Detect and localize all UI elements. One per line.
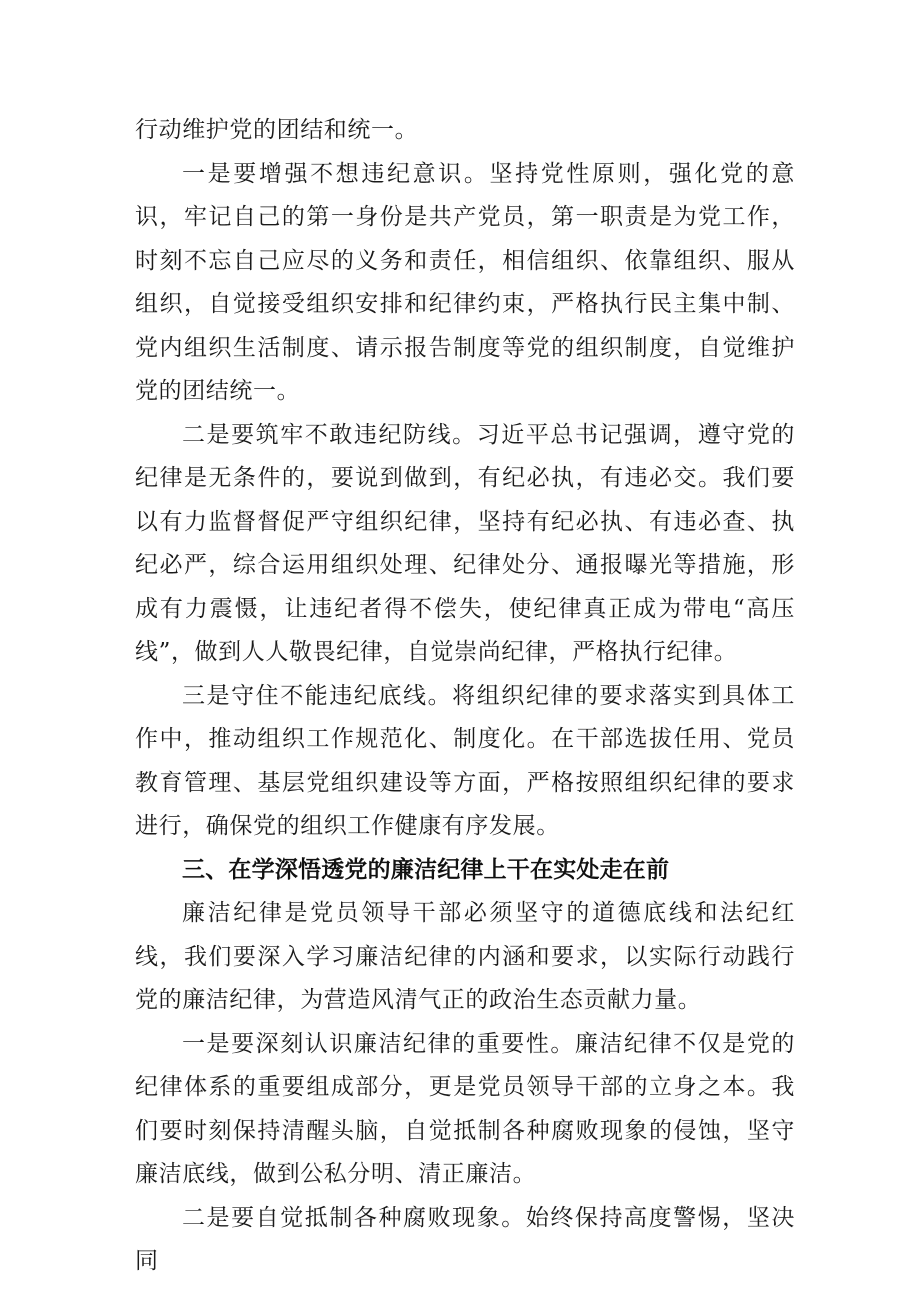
document-body (135, 109, 795, 1284)
section-heading: 三、在学深悟透党的廉洁纪律上干在实处走在前 (182, 856, 670, 883)
paragraph-awareness: 一是要增强不想违纪意识。坚持党性原则，强化党的意识，牢记自己的第一身份是共产党员，第一职责是为党工作，时刻不忘自己应尽的义务和责任，相信组织、依靠组织、服从组织，自觉接受组织安排和纪律约束，严格执行民主集中制、党内组织生活制度、请示报告制度等党的组织制度，自觉维护党的团结统一。 (135, 160, 795, 404)
paragraph-integrity-importance: 一是要深刻认识廉洁纪律的重要性。廉洁纪律不仅是党的纪律体系的重要组成部分，更是党员领导干部的立身之本。我们要时刻保持清醒头脑，自觉抵制各种腐败现象的侵蚀，坚守廉洁底线，做到公私分明、清正廉洁。 (135, 1030, 795, 1187)
paragraph-bottom-line: 三是守住不能违纪底线。将组织纪律的要求落实到具体工作中，推动组织工作规范化、制度化。在干部选拔任用、党员教育管理、基层党组织建设等方面，严格按照组织纪律的要求进行，确保党的组织工作健康有序发展。 (135, 682, 795, 839)
paragraph-defense-line: 二是要筑牢不敢违纪防线。习近平总书记强调，遵守党的纪律是无条件的，要说到做到，有纪必执，有违必交。我们要以有力监督督促严守组织纪律，坚持有纪必执、有违必查、执纪必严，综合运用组织处理、纪律处分、通报曝光等措施，形成有力震慑，让违纪者得不偿失，使纪律真正成为带电“高压线”，做到人人敬畏纪律，自觉崇尚纪律，严格执行纪律。 (135, 421, 795, 665)
paragraph-integrity-intro: 廉洁纪律是党员领导干部必须坚守的道德底线和法纪红线，我们要深入学习廉洁纪律的内涵和要求，以实际行动践行党的廉洁纪律，为营造风清气正的政治生态贡献力量。 (135, 900, 795, 1013)
paragraph-resist-corruption: 二是要自觉抵制各种腐败现象。始终保持高度警惕，坚决同 (135, 1204, 795, 1274)
paragraph-continued: 行动维护党的团结和统一。 (135, 117, 419, 143)
